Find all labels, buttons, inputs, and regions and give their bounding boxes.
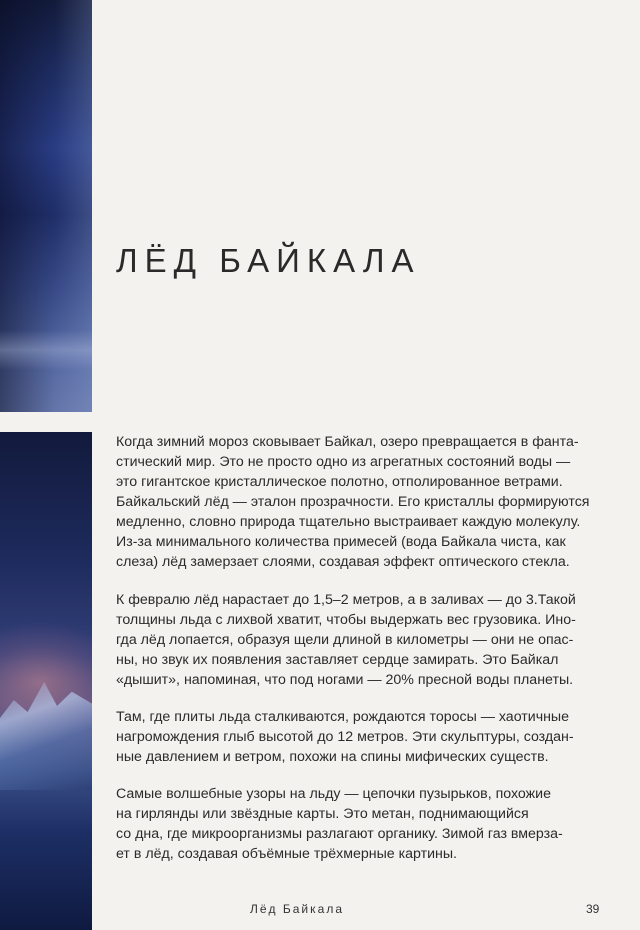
paragraph-line: ет в лёд, создавая объёмные трёхмерные картины. — [116, 846, 457, 862]
paragraph-2 — [116, 590, 600, 690]
photo-strip-top — [0, 0, 92, 412]
paragraph-line: толщины льда с лихвой хватит, чтобы выдержать вес грузовика. Ино- — [116, 612, 576, 628]
paragraph-line: Из-за минимального количества примесей (вода Байкала чиста, как — [116, 534, 566, 550]
paragraph-line: стический мир. Это не просто одно из агрегатных состояний воды — — [116, 454, 571, 470]
paragraph-4 — [116, 784, 600, 864]
paragraph-line: слеза) лёд замерзает слоями, создавая эффект оптического стекла. — [116, 554, 570, 570]
paragraph-1 — [116, 432, 600, 572]
paragraph-line: нагромождения глыб высотой до 12 метров. Эти скульптуры, создан- — [116, 729, 574, 745]
paragraph-line: со дна, где микроорганизмы разлагают органику. Зимой газ вмерза- — [116, 826, 563, 842]
page-number: 39 — [586, 902, 600, 916]
paragraph-line: гда лёд лопается, образуя щели длиной в километры — они не опас- — [116, 632, 574, 648]
page-title: ЛЁД БАЙКАЛА — [116, 242, 421, 279]
running-title: Лёд Байкала — [250, 902, 344, 916]
paragraph-line: ные давлением и ветром, похожи на спины мифических существ. — [116, 749, 549, 765]
paragraph-line: Байкальский лёд — эталон прозрачности. Его кристаллы формируются — [116, 494, 590, 510]
paragraph-3 — [116, 707, 600, 767]
paragraph-line: Самые волшебные узоры на льду — цепочки пузырьков, похожие — [116, 786, 551, 802]
paragraph-line: Там, где плиты льда сталкиваются, рождаются торосы — хаотичные — [116, 709, 570, 725]
paragraph-line: «дышит», напоминая, что под ногами — 20% пресной воды планеты. — [116, 672, 574, 688]
paragraph-line: это гигантское кристаллическое полотно, отполированное ветрами. — [116, 474, 563, 490]
paragraph-line: медленно, словно природа тщательно выстраивает каждую молекулу. — [116, 514, 581, 530]
paragraph-line: ны, но звук их появления заставляет сердце замирать. Это Байкал — [116, 652, 559, 668]
paragraph-line: на гирлянды или звёздные карты. Это метан, поднимающийся — [116, 806, 529, 822]
paragraph-line: Когда зимний мороз сковывает Байкал, озеро превращается в фанта- — [116, 434, 579, 450]
paragraph-line: К февралю лёд нарастает до 1,5–2 метров, а в заливах — до 3.Такой — [116, 592, 576, 608]
photo-strip-bottom — [0, 432, 92, 930]
